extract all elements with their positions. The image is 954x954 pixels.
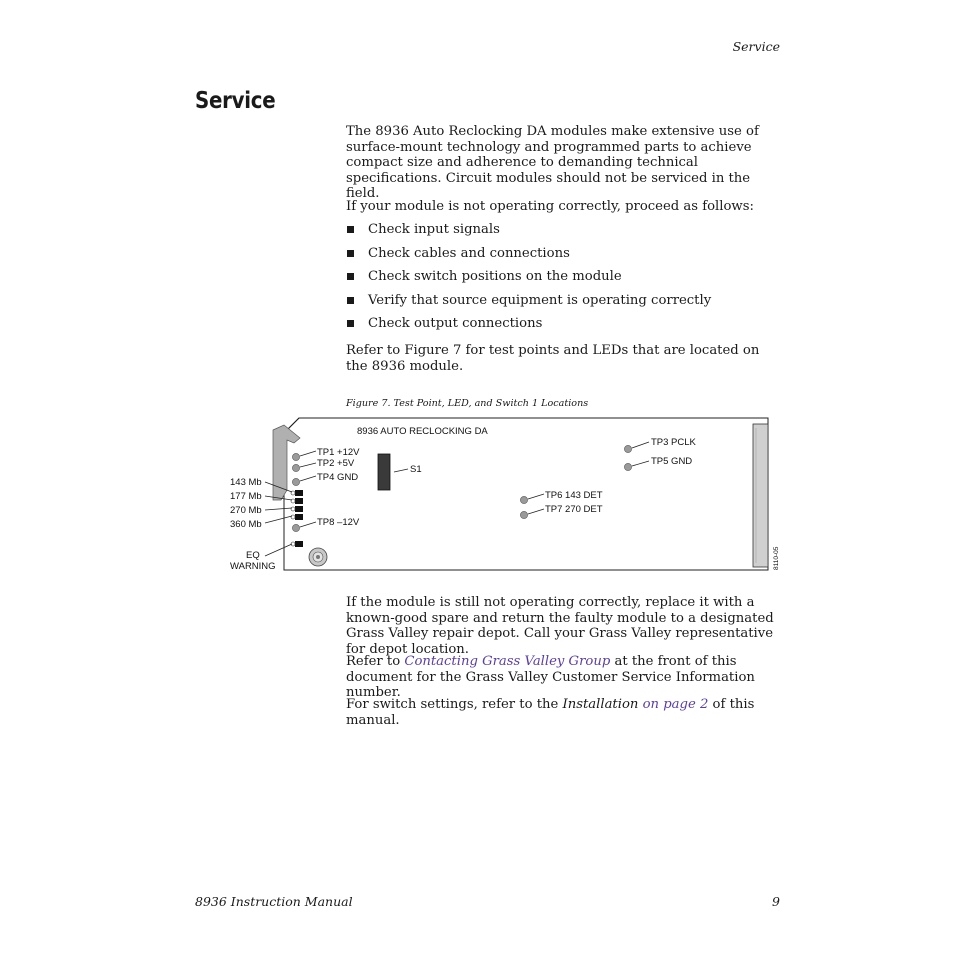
list-item-text: Check output connections [368, 316, 543, 332]
tp3-test-point [624, 445, 631, 452]
page-number: 9 [772, 894, 780, 909]
bullet-icon [347, 320, 354, 327]
tp6-test-point [520, 496, 527, 503]
ejector-handle [273, 425, 300, 500]
troubleshooting-checklist [346, 222, 711, 340]
tp1-test-point [292, 453, 299, 460]
running-head: Service [732, 39, 780, 54]
tp8-label: TP8 –12V [317, 517, 360, 528]
tp8-test-point [292, 524, 299, 531]
tp3-label: TP3 PCLK [651, 437, 696, 448]
led-143 [295, 490, 303, 496]
tp5-label: TP5 GND [651, 456, 693, 467]
tp6-label: TP6 143 DET [545, 490, 603, 501]
list-item [346, 222, 711, 246]
led-270-label: 270 Mb [230, 505, 262, 516]
contact-text-post: at the front of this document for the Grass Valley Customer Service Information number. [346, 654, 755, 701]
led-177 [295, 498, 303, 504]
bullet-icon [347, 273, 354, 280]
replace-paragraph: If the module is still not operating correctly, replace it with a known-good spare and return the faulty module to a designated Grass Valley repair depot. Call your Grass Valley representative for depot location. [346, 595, 774, 657]
list-item [346, 246, 711, 270]
led-360-label: 360 Mb [230, 519, 262, 530]
led-143-label: 143 Mb [230, 477, 262, 488]
switch-text-pre: For switch settings, refer to the [346, 697, 563, 712]
eq-label: EQ [246, 550, 260, 561]
list-item [346, 316, 711, 340]
bullet-icon [347, 226, 354, 233]
tp2-test-point [292, 464, 299, 471]
intro-paragraph: The 8936 Auto Reclocking DA modules make extensive use of surface-mount technology and programmed parts to achieve compact size and adherence to demanding technical specifications. Circuit modules should not be serviced in the field. [346, 124, 759, 202]
led-360 [295, 514, 303, 520]
board-outline [284, 418, 768, 570]
list-item [346, 293, 711, 317]
list-item-text: Check cables and connections [368, 245, 570, 261]
board-title: 8936 AUTO RECLOCKING DA [357, 426, 488, 437]
s1-label: S1 [410, 464, 422, 475]
switch-s1 [378, 454, 390, 490]
led-177-label: 177 Mb [230, 491, 262, 502]
installation-reference: Installation [562, 697, 639, 712]
proceed-paragraph: If your module is not operating correctly, proceed as follows: [346, 199, 754, 214]
on-page-2-link[interactable]: on page 2 [642, 697, 709, 712]
list-item [346, 269, 711, 293]
led-eq-warning [295, 541, 303, 547]
tp4-label: TP4 GND [317, 472, 359, 483]
list-item-text: Check switch positions on the module [368, 269, 622, 285]
footer-manual-title: 8936 Instruction Manual [195, 894, 353, 909]
figure-reference-paragraph: Refer to Figure 7 for test points and LEDs that are located on the 8936 module. [346, 343, 760, 374]
led-270 [295, 506, 303, 512]
bullet-icon [347, 297, 354, 304]
contact-paragraph [346, 654, 782, 701]
list-item-text: Check input signals [368, 222, 500, 237]
edge-connector [753, 424, 768, 567]
figure-caption: Figure 7. Test Point, LED, and Switch 1 Locations [346, 398, 589, 409]
section-title: Service [195, 88, 276, 114]
tp7-label: TP7 270 DET [545, 504, 603, 515]
drawing-number: 8110-05 [773, 546, 780, 570]
bnc-connector [309, 548, 327, 566]
tp7-test-point [520, 511, 527, 518]
contact-text-pre: Refer to [346, 654, 405, 669]
tp4-test-point [292, 478, 299, 485]
list-item-text: Verify that source equipment is operating correctly [368, 292, 712, 308]
tp5-test-point [624, 463, 631, 470]
switch-text-post: of this manual. [346, 697, 755, 728]
tp1-label: TP1 +12V [317, 447, 360, 458]
warning-label: WARNING [230, 561, 276, 572]
contacting-grass-valley-link[interactable]: Contacting Grass Valley Group [404, 654, 611, 669]
tp2-label: TP2 +5V [317, 458, 355, 469]
bullet-icon [347, 250, 354, 257]
switch-settings-paragraph [346, 697, 782, 728]
